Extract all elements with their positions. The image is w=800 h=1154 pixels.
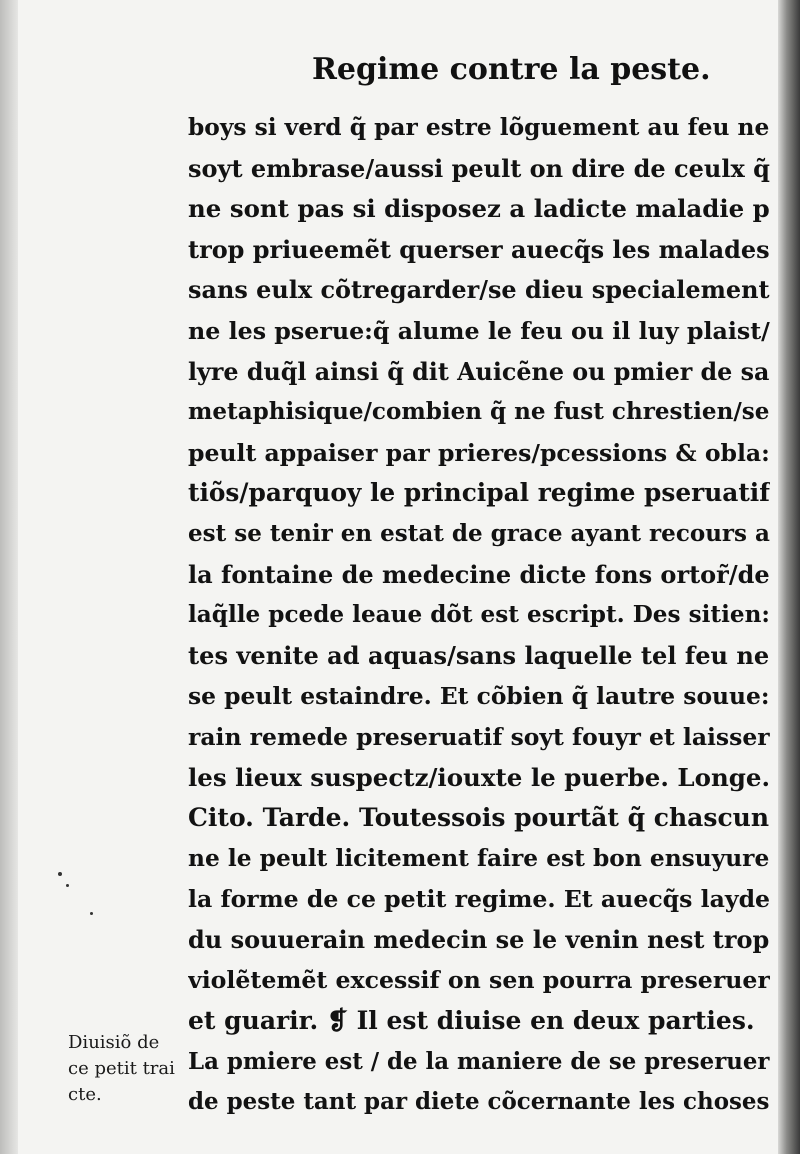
text-line: metaphisique/combien q̃ ne fust chrestien/se — [188, 398, 770, 426]
text-line: les lieux suspectz/iouxte le puerbe. Longe. — [188, 762, 770, 792]
text-line: la forme de ce petit regime. Et auecq̃s layde — [188, 885, 770, 914]
text-line: la fontaine de medecine dicte fons ortor̃/de — [188, 559, 770, 589]
text-line: de peste tant par diete cõcernante les choses — [188, 1088, 770, 1116]
text-line: sans eulx cõtregarder/se dieu specialement — [188, 276, 770, 305]
ink-speck — [90, 912, 93, 915]
text-line: et guarir. ❡ Il est diuise en deux parties. — [188, 1006, 755, 1036]
text-line: La pmiere est / de la maniere de se preseruer — [188, 1048, 770, 1075]
text-line: du souuerain medecin se le venin nest trop — [188, 924, 770, 954]
text-line: laq̃lle pcede leaue dõt est escript. Des sitien: — [188, 601, 770, 629]
text-line: ne le peult licitement faire est bon ensuyure — [188, 844, 770, 872]
text-line: ne sont pas si disposez a ladicte maladie p — [188, 194, 770, 224]
text-line: Cito. Tarde. Toutessois pourtãt q̃ chascun — [188, 803, 770, 833]
text-line: tes venite ad aquas/sans laquelle tel feu ne — [188, 640, 770, 670]
text-line: peult appaiser par prieres/pcessions & obla: — [188, 438, 770, 467]
page-gutter-shadow — [778, 0, 800, 1154]
ink-speck — [66, 884, 69, 887]
ink-speck — [58, 872, 62, 876]
text-line: soyt embrase/aussi peult on dire de ceulx q̃ — [188, 153, 770, 183]
text-line: est se tenir en estat de grace ayant recours a — [188, 519, 770, 547]
text-line: boys si verd q̃ par estre lõguement au feu ne — [188, 114, 770, 141]
margin-note-line: cte. — [68, 1084, 102, 1105]
margin-note-line: Diuisiõ de — [68, 1032, 160, 1053]
text-line: se peult estaindre. Et cõbien q̃ lautre souue: — [188, 682, 770, 711]
text-line: lyre duq̃l ainsi q̃ dit Auicẽne ou pmier de sa — [188, 357, 770, 386]
body-text — [188, 108, 770, 1123]
text-line: trop priueemẽt querser auecq̃s les malades — [188, 234, 770, 264]
margin-note-line: ce petit trai — [68, 1058, 175, 1079]
text-line: tiõs/parquoy le principal regime pseruatif — [188, 478, 770, 508]
text-line: ne les pserue:q̃ alume le feu ou il luy plaist/ — [188, 316, 770, 345]
running-head: Regime contre la peste. — [312, 52, 711, 87]
page-left-edge — [0, 0, 18, 1154]
text-line: violẽtemẽt excessif on sen pourra preseruer — [188, 966, 770, 995]
text-line: rain remede preseruatif soyt fouyr et laisser — [188, 722, 770, 751]
margin-note — [68, 1030, 192, 1108]
